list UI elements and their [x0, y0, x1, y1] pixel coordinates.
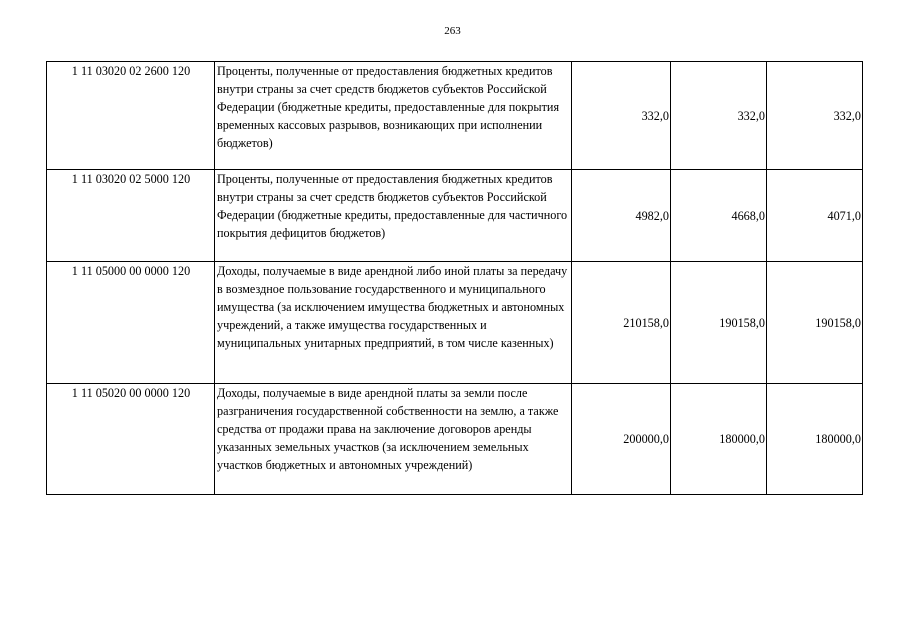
value-cell-year-2: 180000,0 — [671, 384, 767, 495]
value-cell-year-3: 332,0 — [767, 62, 863, 170]
value-cell-year-3: 4071,0 — [767, 170, 863, 262]
value-cell-year-1: 4982,0 — [572, 170, 671, 262]
value-cell-year-2: 190158,0 — [671, 262, 767, 384]
table-row — [47, 384, 863, 495]
table-row — [47, 170, 863, 262]
revenue-table — [46, 61, 863, 495]
budget-code-cell: 1 11 03020 02 2600 120 — [47, 62, 215, 170]
value-cell-year-1: 210158,0 — [572, 262, 671, 384]
budget-code-cell: 1 11 03020 02 5000 120 — [47, 170, 215, 262]
value-cell-year-3: 180000,0 — [767, 384, 863, 495]
table-row — [47, 262, 863, 384]
description-cell: Проценты, полученные от предоставления бюджетных кредитов внутри страны за счет средств бюджетов субъектов Российской Федерации (бюджетные кредиты, предоставленные для покрытия временных кассовых разрывов, возникающих при исполнении бюджетов) — [215, 62, 572, 170]
value-cell-year-1: 332,0 — [572, 62, 671, 170]
value-cell-year-2: 332,0 — [671, 62, 767, 170]
page-number: 263 — [444, 25, 461, 37]
value-cell-year-2: 4668,0 — [671, 170, 767, 262]
value-cell-year-3: 190158,0 — [767, 262, 863, 384]
description-cell: Доходы, получаемые в виде арендной платы за земли после разграничения государственной собственности на землю, а также средства от продажи права на заключение договоров аренды указанных земельных участков (за исключением земельных участков бюджетных и автономных учреждений) — [215, 384, 572, 495]
budget-code-cell: 1 11 05000 00 0000 120 — [47, 262, 215, 384]
description-cell: Доходы, получаемые в виде арендной либо иной платы за передачу в возмездное пользование государственного и муниципального имущества (за исключением имущества бюджетных и автономных учреждений, а также имущества государственных и муниципальных унитарных предприятий, в том числе казенных) — [215, 262, 572, 384]
value-cell-year-1: 200000,0 — [572, 384, 671, 495]
table-row — [47, 62, 863, 170]
description-cell: Проценты, полученные от предоставления бюджетных кредитов внутри страны за счет средств бюджетов субъектов Российской Федерации (бюджетные кредиты, предоставленные для частичного покрытия дефицитов бюджетов) — [215, 170, 572, 262]
budget-code-cell: 1 11 05020 00 0000 120 — [47, 384, 215, 495]
